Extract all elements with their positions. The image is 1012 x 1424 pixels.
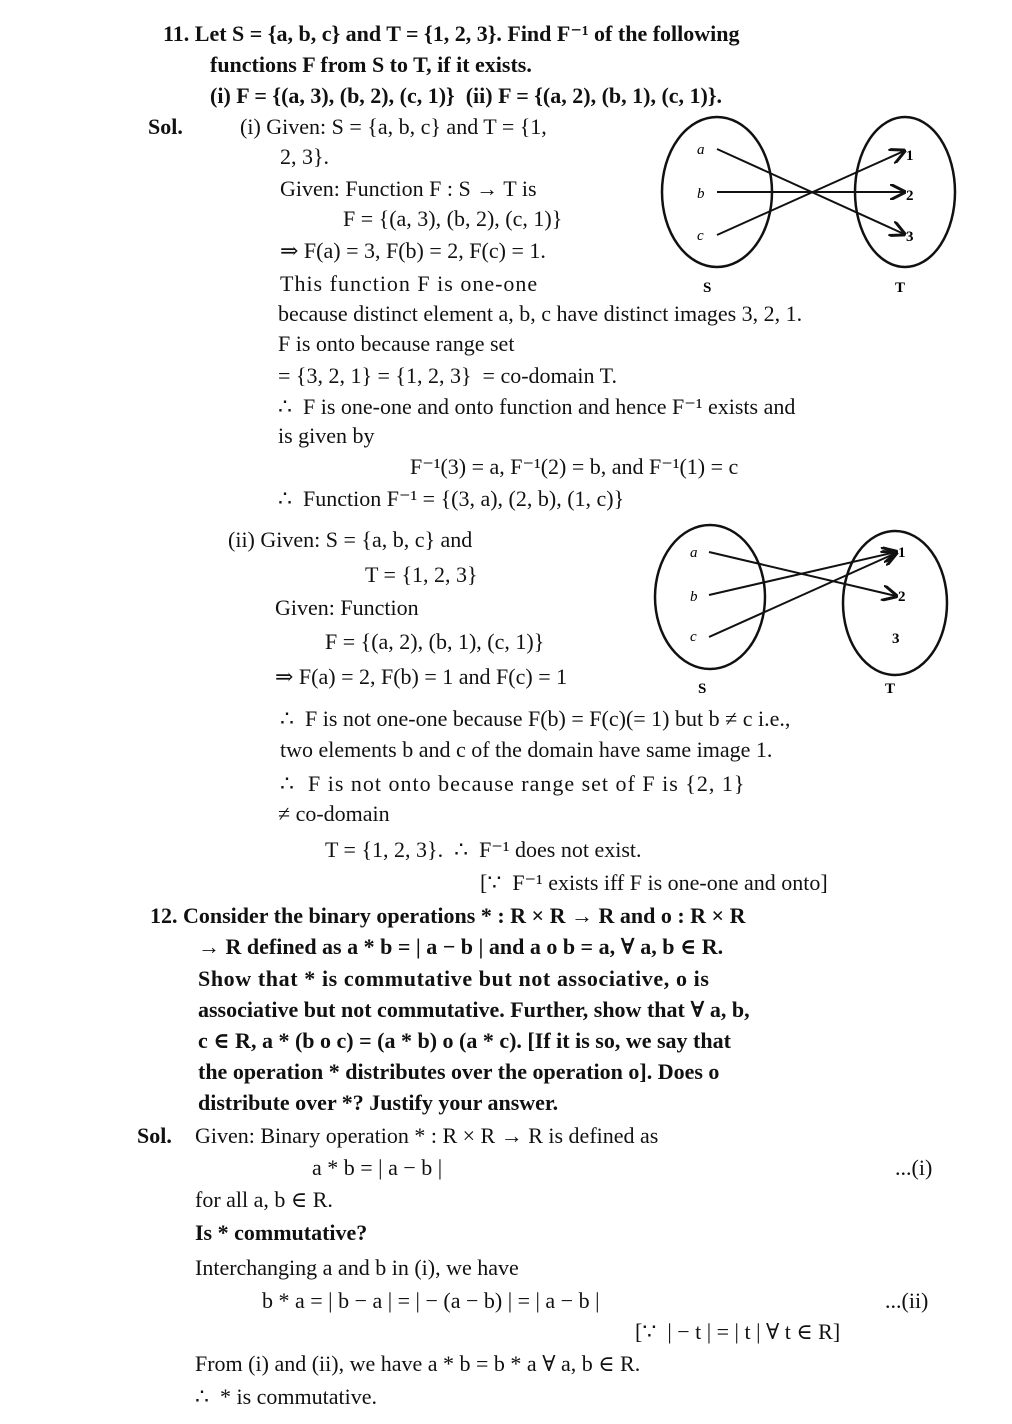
solution-line: F = {(a, 3), (b, 2), (c, 1)}: [343, 206, 563, 231]
solution-line: (ii) Given: S = {a, b, c} and: [228, 527, 473, 552]
sol-label: Sol.: [148, 114, 183, 139]
elem-c: c: [697, 228, 704, 244]
question-12-line: distribute over *? Justify your answer.: [198, 1090, 559, 1115]
elem-1: 1: [906, 148, 914, 164]
question-11-line: functions F from S to T, if it exists.: [210, 52, 532, 77]
codomain-label: T: [885, 681, 896, 697]
arrow-c-1: [709, 553, 896, 637]
solution-line: [∵ F⁻¹ exists iff F is one-one and onto]: [480, 870, 828, 895]
mapping-diagram-1: [640, 110, 970, 300]
equation-number: ...(i): [895, 1155, 933, 1180]
question-12-line: the operation * distributes over the operation o]. Does o: [198, 1059, 720, 1084]
solution-line: a * b = | a − b |: [312, 1155, 443, 1180]
sol-label: Sol.: [137, 1123, 172, 1148]
solution-line: Given: Function F : S → T is: [280, 176, 537, 201]
solution-line: F is onto because range set: [278, 331, 515, 356]
solution-line: (i) Given: S = {a, b, c} and T = {1,: [240, 114, 547, 139]
solution-line: T = {1, 2, 3}. ∴ F⁻¹ does not exist.: [325, 837, 642, 862]
elem-3: 3: [906, 229, 914, 245]
solution-line: ∴ F is one-one and onto function and hence F⁻¹ exists and: [278, 394, 796, 419]
elem-c: c: [690, 629, 697, 645]
question-12-line: Show that * is commutative but not associative, o is: [198, 966, 710, 991]
solution-line: = {3, 2, 1} = {1, 2, 3} = co-domain T.: [278, 363, 617, 388]
solution-line: because distinct element a, b, c have distinct images 3, 2, 1.: [278, 301, 803, 326]
solution-line: ∴ * is commutative.: [195, 1384, 378, 1409]
solution-line: ⇒ F(a) = 3, F(b) = 2, F(c) = 1.: [280, 238, 546, 263]
solution-line: ⇒ F(a) = 2, F(b) = 1 and F(c) = 1: [275, 664, 568, 689]
question-12-line: associative but not commutative. Further, show that ∀ a, b,: [198, 997, 750, 1022]
equation-number: ...(ii): [885, 1288, 929, 1313]
solution-line: F = {(a, 2), (b, 1), (c, 1)}: [325, 629, 545, 654]
elem-b: b: [690, 589, 698, 605]
solution-line: ∴ F is not one-one because F(b) = F(c)(= 1) but b ≠ c i.e.,: [280, 706, 791, 731]
elem-2: 2: [906, 188, 914, 204]
elem-a: a: [690, 545, 698, 561]
solution-line: Given: Function: [275, 595, 419, 620]
domain-ellipse: [655, 525, 765, 669]
solution-line: is given by: [278, 423, 375, 448]
solution-line: b * a = | b − a | = | − (a − b) | = | a − b |: [262, 1288, 600, 1313]
question-11-line: 11. Let S = {a, b, c} and T = {1, 2, 3}. Find F⁻¹ of the following: [163, 21, 740, 46]
solution-line: This function F is one-one: [280, 271, 539, 296]
domain-label: S: [698, 681, 707, 697]
question-11-line: (i) F = {(a, 3), (b, 2), (c, 1)} (ii) F = {(a, 2), (b, 1), (c, 1)}.: [210, 83, 723, 108]
solution-subheading: Is * commutative?: [195, 1220, 368, 1245]
solution-line: T = {1, 2, 3}: [365, 562, 478, 587]
mapping-diagram-2: [640, 515, 970, 700]
elem-2: 2: [898, 589, 906, 605]
question-12-line: c ∈ R, a * (b o c) = (a * b) o (a * c). [If it is so, we say that: [198, 1028, 731, 1053]
solution-line: ∴ F is not onto because range set of F is {2, 1}: [280, 771, 746, 796]
question-12-line: → R defined as a * b = | a − b | and a o b = a, ∀ a, b ∈ R.: [198, 934, 724, 959]
solution-line: F⁻¹(3) = a, F⁻¹(2) = b, and F⁻¹(1) = c: [410, 454, 739, 479]
elem-a: a: [697, 142, 705, 158]
domain-label: S: [703, 280, 712, 296]
solution-line: ∴ Function F⁻¹ = {(3, a), (2, b), (1, c)}: [278, 486, 625, 511]
solution-line: From (i) and (ii), we have a * b = b * a ∀ a, b ∈ R.: [195, 1351, 641, 1376]
solution-line: [∵ | − t | = | t | ∀ t ∈ R]: [635, 1319, 841, 1344]
solution-line: ≠ co-domain: [278, 801, 390, 826]
elem-1: 1: [898, 545, 906, 561]
question-12-line: 12. Consider the binary operations * : R × R → R and o : R × R: [150, 903, 746, 928]
solution-line: two elements b and c of the domain have same image 1.: [280, 737, 773, 762]
elem-b: b: [697, 186, 705, 202]
solution-line: 2, 3}.: [280, 144, 330, 169]
solution-line: Given: Binary operation * : R × R → R is defined as: [195, 1123, 659, 1148]
solution-line: Interchanging a and b in (i), we have: [195, 1255, 519, 1280]
codomain-label: T: [895, 280, 906, 296]
solution-line: for all a, b ∈ R.: [195, 1187, 333, 1212]
elem-3: 3: [892, 631, 900, 647]
